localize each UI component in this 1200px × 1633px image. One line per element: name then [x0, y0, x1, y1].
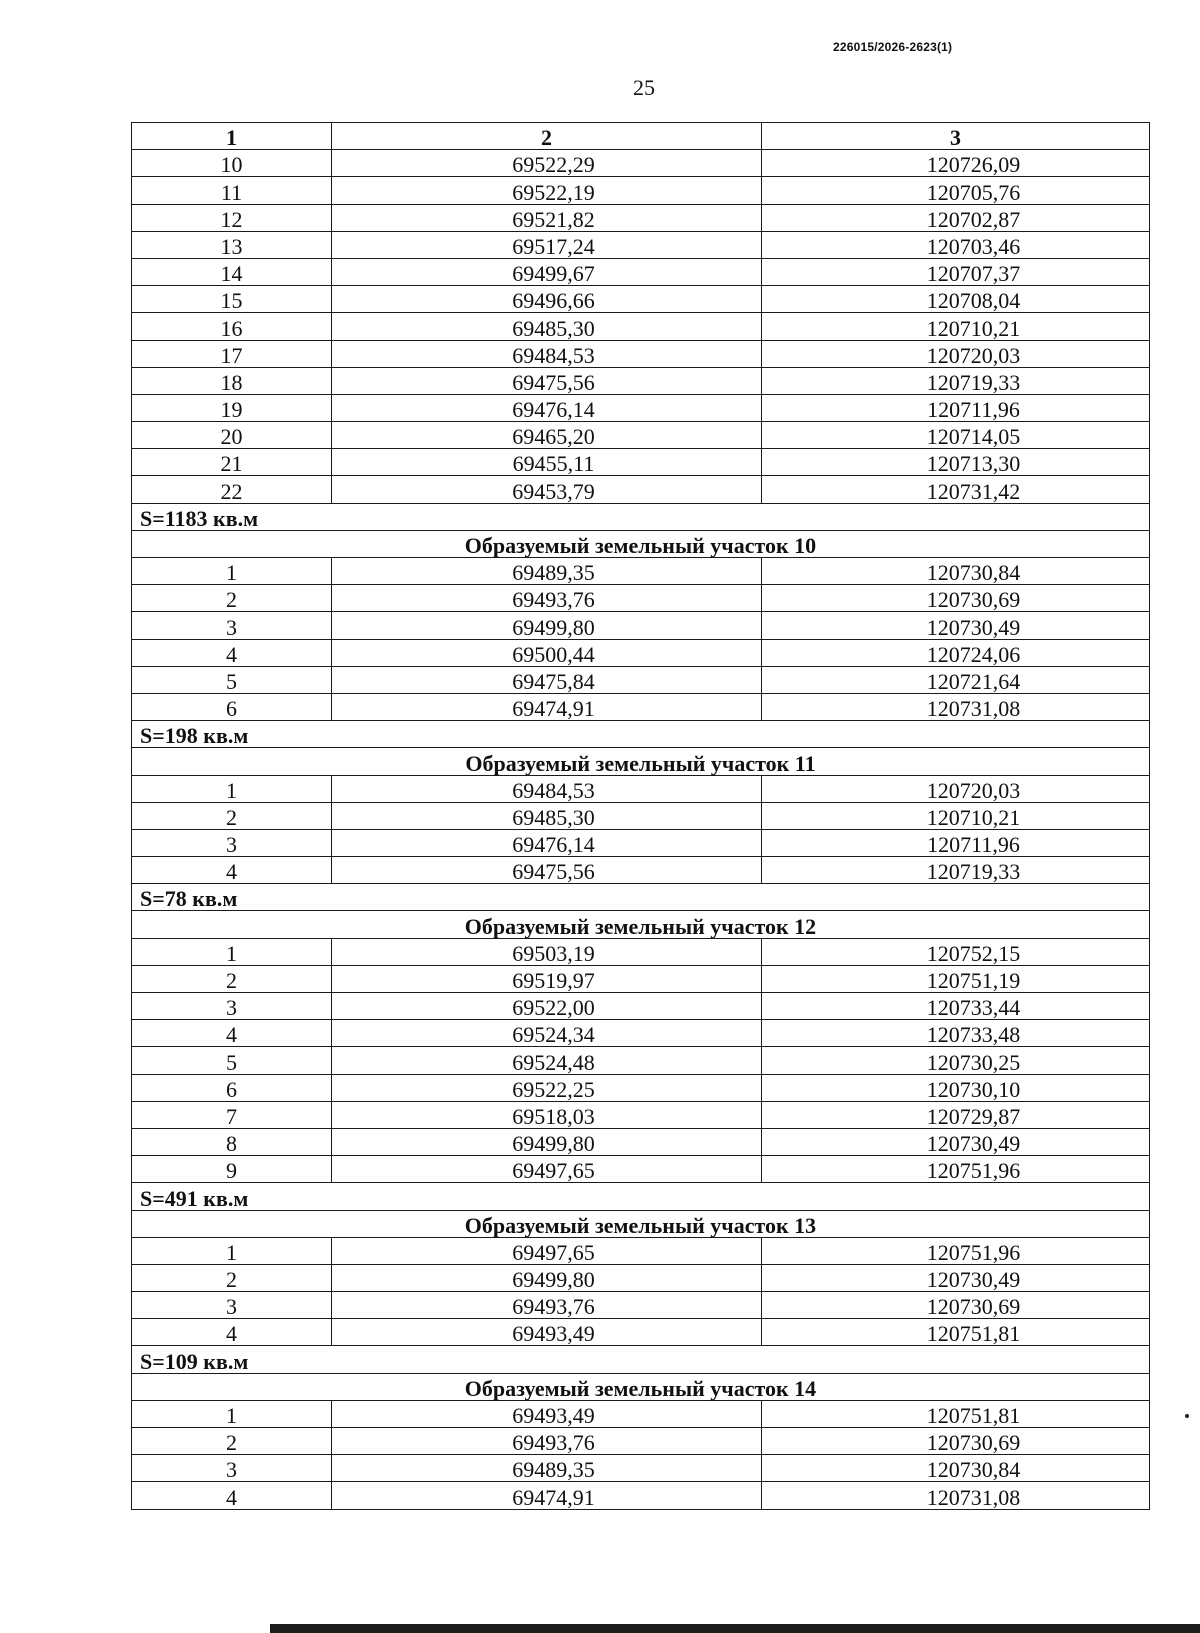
- table-row: [132, 666, 1150, 693]
- coordinate-y: 120703,46: [762, 231, 1150, 258]
- table-row: [132, 422, 1150, 449]
- page-number: 25: [633, 75, 655, 100]
- coordinate-y: 120719,33: [762, 857, 1150, 884]
- coordinate-y: 120730,69: [762, 585, 1150, 612]
- table-row: [132, 1455, 1150, 1482]
- coordinate-y: 120730,49: [762, 612, 1150, 639]
- coordinate-x: 69524,48: [332, 1047, 762, 1074]
- coordinate-x: 69503,19: [332, 938, 762, 965]
- coordinate-y: 120710,21: [762, 313, 1150, 340]
- coordinate-y: 120702,87: [762, 204, 1150, 231]
- coordinate-x: 69499,67: [332, 258, 762, 285]
- point-number: 3: [132, 829, 332, 856]
- coordinate-x: 69493,76: [332, 1428, 762, 1455]
- table-row: [132, 639, 1150, 666]
- point-number: 2: [132, 1264, 332, 1291]
- coordinate-x: 69519,97: [332, 965, 762, 992]
- point-number: 5: [132, 666, 332, 693]
- point-number: 4: [132, 1020, 332, 1047]
- parcel-title: Образуемый земельный участок 14: [132, 1373, 1150, 1400]
- table-row: [132, 558, 1150, 585]
- coordinate-x: 69496,66: [332, 286, 762, 313]
- coordinate-y: 120730,84: [762, 1455, 1150, 1482]
- coordinate-y: 120730,69: [762, 1428, 1150, 1455]
- point-number: 1: [132, 558, 332, 585]
- coordinate-y: 120751,19: [762, 965, 1150, 992]
- coordinate-x: 69499,80: [332, 1264, 762, 1291]
- point-number: 16: [132, 313, 332, 340]
- table-row: [132, 1047, 1150, 1074]
- point-number: 6: [132, 693, 332, 720]
- coordinate-x: 69518,03: [332, 1101, 762, 1128]
- coordinate-x: 69465,20: [332, 422, 762, 449]
- parcel-title-row: [132, 530, 1150, 557]
- table-row: [132, 612, 1150, 639]
- parcel-title: Образуемый земельный участок 13: [132, 1210, 1150, 1237]
- coordinate-y: 120708,04: [762, 286, 1150, 313]
- table-row: [132, 231, 1150, 258]
- point-number: 4: [132, 857, 332, 884]
- coordinate-x: 69497,65: [332, 1156, 762, 1183]
- coordinate-x: 69497,65: [332, 1237, 762, 1264]
- point-number: 14: [132, 258, 332, 285]
- point-number: 6: [132, 1074, 332, 1101]
- column-header-x: 2: [332, 123, 762, 150]
- coordinate-x: 69484,53: [332, 775, 762, 802]
- table-row: [132, 1264, 1150, 1291]
- point-number: 22: [132, 476, 332, 503]
- point-number: 4: [132, 639, 332, 666]
- coordinate-y: 120707,37: [762, 258, 1150, 285]
- table-row: [132, 340, 1150, 367]
- table-row: [132, 1237, 1150, 1264]
- table-row: [132, 993, 1150, 1020]
- coordinate-y: 120726,09: [762, 150, 1150, 177]
- coordinate-y: 120751,96: [762, 1156, 1150, 1183]
- point-number: 1: [132, 938, 332, 965]
- area-total-row: [132, 721, 1150, 748]
- coordinate-y: 120731,08: [762, 693, 1150, 720]
- coordinate-x: 69475,84: [332, 666, 762, 693]
- coordinate-y: 120710,21: [762, 802, 1150, 829]
- table-row: [132, 204, 1150, 231]
- coordinate-x: 69474,91: [332, 693, 762, 720]
- table-row: [132, 1428, 1150, 1455]
- table-row: [132, 1319, 1150, 1346]
- point-number: 9: [132, 1156, 332, 1183]
- coordinate-y: 120730,84: [762, 558, 1150, 585]
- coordinate-x: 69485,30: [332, 802, 762, 829]
- table-row: [132, 965, 1150, 992]
- coordinate-x: 69474,91: [332, 1482, 762, 1509]
- area-total-row: [132, 884, 1150, 911]
- coordinate-x: 69476,14: [332, 394, 762, 421]
- point-number: 4: [132, 1482, 332, 1509]
- table-row: [132, 938, 1150, 965]
- table-row: [132, 150, 1150, 177]
- table-body: [132, 150, 1150, 1509]
- coordinate-x: 69522,29: [332, 150, 762, 177]
- table-row: [132, 1101, 1150, 1128]
- table-row: [132, 1020, 1150, 1047]
- table-row: [132, 313, 1150, 340]
- coordinate-y: 120721,64: [762, 666, 1150, 693]
- coordinate-y: 120751,81: [762, 1400, 1150, 1427]
- parcel-title-row: [132, 911, 1150, 938]
- parcel-title-row: [132, 748, 1150, 775]
- point-number: 13: [132, 231, 332, 258]
- coordinate-y: 120752,15: [762, 938, 1150, 965]
- coordinate-y: 120731,08: [762, 1482, 1150, 1509]
- point-number: 2: [132, 802, 332, 829]
- coordinate-y: 120733,44: [762, 993, 1150, 1020]
- parcel-title-row: [132, 1210, 1150, 1237]
- area-total: S=109 кв.м: [132, 1346, 1150, 1373]
- coordinate-y: 120730,49: [762, 1128, 1150, 1155]
- point-number: 12: [132, 204, 332, 231]
- point-number: 1: [132, 1237, 332, 1264]
- area-total: S=1183 кв.м: [132, 503, 1150, 530]
- coordinate-x: 69484,53: [332, 340, 762, 367]
- table-row: [132, 857, 1150, 884]
- coordinate-y: 120719,33: [762, 367, 1150, 394]
- column-header-y: 3: [762, 123, 1150, 150]
- coordinate-y: 120711,96: [762, 394, 1150, 421]
- coordinate-x: 69522,00: [332, 993, 762, 1020]
- coordinate-x: 69499,80: [332, 1128, 762, 1155]
- parcel-title: Образуемый земельный участок 10: [132, 530, 1150, 557]
- column-header-number: 1: [132, 123, 332, 150]
- area-total: S=198 кв.м: [132, 721, 1150, 748]
- point-number: 5: [132, 1047, 332, 1074]
- point-number: 1: [132, 1400, 332, 1427]
- coordinate-x: 69521,82: [332, 204, 762, 231]
- point-number: 3: [132, 993, 332, 1020]
- point-number: 11: [132, 177, 332, 204]
- point-number: 3: [132, 1292, 332, 1319]
- coordinate-x: 69475,56: [332, 367, 762, 394]
- point-number: 10: [132, 150, 332, 177]
- coordinate-x: 69522,25: [332, 1074, 762, 1101]
- coordinate-x: 69524,34: [332, 1020, 762, 1047]
- coordinate-x: 69500,44: [332, 639, 762, 666]
- point-number: 17: [132, 340, 332, 367]
- coordinate-x: 69493,49: [332, 1319, 762, 1346]
- coordinate-x: 69493,49: [332, 1400, 762, 1427]
- point-number: 3: [132, 612, 332, 639]
- table-header-row: [132, 123, 1150, 150]
- scan-dot: [1185, 1414, 1189, 1418]
- area-total: S=78 кв.м: [132, 884, 1150, 911]
- table-row: [132, 449, 1150, 476]
- table-row: [132, 1400, 1150, 1427]
- point-number: 15: [132, 286, 332, 313]
- coordinate-y: 120720,03: [762, 775, 1150, 802]
- table-row: [132, 1128, 1150, 1155]
- coordinate-y: 120720,03: [762, 340, 1150, 367]
- coordinate-x: 69476,14: [332, 829, 762, 856]
- point-number: 2: [132, 585, 332, 612]
- point-number: 8: [132, 1128, 332, 1155]
- point-number: 18: [132, 367, 332, 394]
- area-total-row: [132, 1346, 1150, 1373]
- table-row: [132, 286, 1150, 313]
- table-row: [132, 775, 1150, 802]
- scan-bottom-border: [270, 1624, 1200, 1633]
- table-row: [132, 476, 1150, 503]
- parcel-title: Образуемый земельный участок 12: [132, 911, 1150, 938]
- table-row: [132, 693, 1150, 720]
- table-row: [132, 829, 1150, 856]
- coordinate-y: 120713,30: [762, 449, 1150, 476]
- parcel-title-row: [132, 1373, 1150, 1400]
- point-number: 20: [132, 422, 332, 449]
- coordinate-y: 120729,87: [762, 1101, 1150, 1128]
- table-row: [132, 367, 1150, 394]
- coordinate-y: 120731,42: [762, 476, 1150, 503]
- coordinate-y: 120730,10: [762, 1074, 1150, 1101]
- parcel-title: Образуемый земельный участок 11: [132, 748, 1150, 775]
- coordinate-x: 69455,11: [332, 449, 762, 476]
- table-row: [132, 394, 1150, 421]
- coordinate-y: 120730,69: [762, 1292, 1150, 1319]
- coordinate-y: 120714,05: [762, 422, 1150, 449]
- coordinate-y: 120730,49: [762, 1264, 1150, 1291]
- coordinate-y: 120730,25: [762, 1047, 1150, 1074]
- coordinate-x: 69489,35: [332, 558, 762, 585]
- coordinate-x: 69493,76: [332, 585, 762, 612]
- point-number: 4: [132, 1319, 332, 1346]
- coordinate-x: 69489,35: [332, 1455, 762, 1482]
- coordinate-y: 120724,06: [762, 639, 1150, 666]
- coordinate-y: 120711,96: [762, 829, 1150, 856]
- table-row: [132, 1482, 1150, 1509]
- coordinate-x: 69453,79: [332, 476, 762, 503]
- area-total: S=491 кв.м: [132, 1183, 1150, 1210]
- table-row: [132, 802, 1150, 829]
- coordinate-y: 120751,81: [762, 1319, 1150, 1346]
- table-row: [132, 1074, 1150, 1101]
- table-row: [132, 177, 1150, 204]
- point-number: 2: [132, 1428, 332, 1455]
- table-row: [132, 1156, 1150, 1183]
- area-total-row: [132, 1183, 1150, 1210]
- point-number: 19: [132, 394, 332, 421]
- area-total-row: [132, 503, 1150, 530]
- point-number: 21: [132, 449, 332, 476]
- point-number: 2: [132, 965, 332, 992]
- point-number: 1: [132, 775, 332, 802]
- coordinate-x: 69522,19: [332, 177, 762, 204]
- coordinate-x: 69499,80: [332, 612, 762, 639]
- coordinates-table: [131, 122, 1150, 1510]
- coordinate-x: 69485,30: [332, 313, 762, 340]
- coordinate-y: 120733,48: [762, 1020, 1150, 1047]
- coordinate-x: 69475,56: [332, 857, 762, 884]
- coordinate-x: 69517,24: [332, 231, 762, 258]
- point-number: 3: [132, 1455, 332, 1482]
- table-row: [132, 258, 1150, 285]
- document-id: 226015/2026-2623(1): [833, 40, 953, 54]
- table-row: [132, 1292, 1150, 1319]
- table-row: [132, 585, 1150, 612]
- coordinate-x: 69493,76: [332, 1292, 762, 1319]
- coordinate-y: 120751,96: [762, 1237, 1150, 1264]
- point-number: 7: [132, 1101, 332, 1128]
- coordinate-y: 120705,76: [762, 177, 1150, 204]
